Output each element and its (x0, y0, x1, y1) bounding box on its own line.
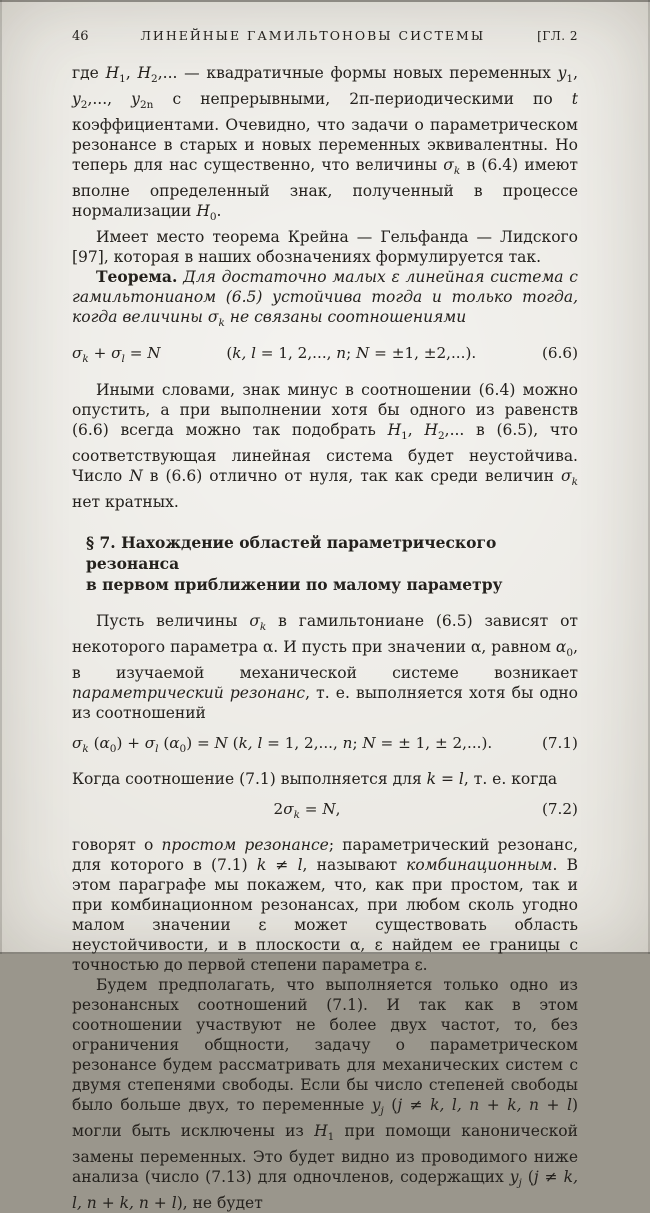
text-run: говорят о (72, 835, 162, 854)
text-run: , в изучаемой механической системе возникает (72, 637, 578, 682)
text-run: 2 (80, 99, 88, 112)
text-run: σ (561, 466, 572, 485)
text-run: N (356, 344, 370, 363)
text-run: α (169, 733, 180, 752)
text-run: k, n (119, 1194, 149, 1213)
text-run: , (335, 799, 341, 818)
equation-body (72, 733, 492, 759)
text-run: y (557, 64, 567, 82)
text-run: σ (207, 308, 219, 327)
text-run: 0 (566, 646, 574, 659)
text-run: y (72, 90, 81, 109)
text-run: y (131, 90, 140, 109)
text-run: 1 (566, 73, 574, 86)
heading-line: в первом приближении по малому параметру (86, 574, 503, 594)
text-run: Для достаточно малых ε линейная система с гамильтонианом (6.5) устойчива тогда и только тогда, когда величины (72, 268, 578, 327)
equation (72, 799, 578, 825)
text-run: ,... — квадратичные формы новых переменных (157, 64, 558, 82)
text-run: , (125, 64, 138, 82)
text-run: H (137, 64, 152, 82)
paragraph (72, 267, 578, 333)
text-run: , называют (302, 855, 407, 874)
text-run: H (424, 420, 438, 439)
text-run: l (155, 742, 159, 755)
text-run: = ±1, ±2,...). (369, 344, 477, 363)
text-run: . В этом параграфе мы покажем, что, как при простом, так и при комбинационном резонансах, при любом сколь угодно малом значении ε может существовать область неустойчивости, и в плоскости α, ε найдем ее границы с точностью до первой степени параметра ε. (72, 855, 578, 974)
text-run: ( (88, 733, 100, 752)
text-run: 2n (139, 99, 154, 112)
text-run: l (567, 1095, 572, 1114)
text-run: простом резонансе (161, 835, 329, 854)
text-run: = 1, 2,..., (262, 733, 343, 752)
text-run: y (371, 1095, 381, 1114)
equation (72, 733, 578, 759)
text-run: σ (249, 611, 260, 630)
equation-number: (7.2) (541, 799, 578, 818)
text-run: ,... в (6.5), что соответствующая линейная система будет неустойчива. Число (72, 420, 578, 485)
text-run: N (147, 344, 161, 363)
text-run: ≠ (402, 1095, 431, 1114)
text-run: j (533, 1168, 539, 1187)
paragraph (72, 611, 578, 723)
text-run: k, l, n (72, 1168, 578, 1213)
text-run: = ± 1, ± 2,...). (375, 733, 493, 752)
text-run: n (342, 733, 353, 752)
equation-number: (6.6) (541, 344, 578, 363)
text-run: ( (383, 1095, 398, 1114)
chapter-ref: [ГЛ. 2 (537, 29, 578, 43)
text-run: нет кратных. (72, 492, 179, 511)
text-run: ; (352, 733, 363, 752)
text-run: комбинационным (406, 855, 553, 874)
text-run: k, n (507, 1095, 540, 1114)
text-run: , (573, 64, 578, 82)
text-run: σ (283, 799, 294, 818)
text-run: k, l, n (430, 1095, 480, 1114)
text-run: y (509, 1168, 519, 1187)
text-run: 2 (273, 799, 284, 818)
page-number: 46 (72, 29, 89, 44)
text-run: , т. е. выполняется хотя бы одно из соотношений (72, 683, 578, 722)
text-run: ; (346, 344, 357, 363)
paragraph (72, 380, 578, 512)
equation-body (72, 343, 161, 369)
text-run: + (88, 344, 112, 363)
text-run: k, l (238, 733, 263, 752)
text-run: ,..., (87, 90, 132, 109)
text-run: ≠ (538, 1168, 564, 1187)
text-run: ), не будет (176, 1194, 263, 1213)
text-run: N (129, 466, 143, 485)
text-run: Имеет место теорема Крейна — Гельфанда — Лидского [97], которая в наших обозначениях формулируется так. (72, 228, 578, 267)
text-run: Будем предполагать, что выполняется только одно из резонансных соотношений (7.1). И так как в этом соотношении участвуют не более двух частот, то, без ограничения общности, задачу о параметрическом резонансе будем рассматривать для механических систем с двумя степенями свободы. Если бы число степеней свободы было больше двух, то переменные (72, 975, 578, 1114)
text-run: 1 (401, 429, 408, 442)
text-run: l (171, 1194, 177, 1213)
text-run: Когда соотношение (7.1) выполняется для (72, 769, 427, 788)
equation-condition (226, 343, 476, 363)
paragraph (72, 975, 578, 1213)
text-run: = 1, 2,..., (255, 344, 337, 363)
text-run: σ (144, 733, 156, 752)
text-run: не связаны соотношениями (224, 308, 467, 327)
text-run: N (322, 799, 336, 818)
text-run: l (121, 353, 125, 366)
text-run: Теорема. (96, 267, 178, 287)
text-run: H (314, 1122, 328, 1141)
text-run: l (458, 769, 464, 788)
text-run: k (82, 353, 89, 366)
heading-line: § 7. Нахождение областей параметрического резонанса (86, 532, 497, 573)
text-run: k (259, 620, 267, 633)
running-title: ЛИНЕЙНЫЕ ГАМИЛЬТОНОВЫ СИСТЕМЫ (140, 28, 486, 43)
text-run: ) + (116, 733, 145, 752)
text-run: Пусть величины (96, 611, 250, 630)
text-run: σ (72, 344, 83, 363)
text-run: H (105, 64, 120, 82)
text-run: k (218, 317, 225, 330)
text-run: j (380, 1105, 384, 1118)
equation-condition (274, 799, 341, 825)
text-run: k (293, 808, 300, 821)
text-run: 0 (179, 742, 187, 755)
text-run: 2 (437, 429, 445, 442)
text-run: σ (72, 733, 83, 752)
text-run: = (436, 769, 459, 788)
text-run: 1 (119, 73, 126, 86)
text-run: k, l (232, 344, 256, 363)
paragraph (72, 63, 578, 227)
text-run: = (124, 344, 148, 363)
text-run: коэффициентами. Очевидно, что задачи о параметрическом резонансе в старых и новых переменных эквивалентны. Но теперь для нас существенно, что величины (72, 116, 578, 175)
text-run: параметрический резонанс (72, 683, 306, 702)
text-run: в гамильтониане (6.5) зависят от некоторого параметра α. И пусть при значении α, равном (72, 611, 578, 656)
text-run: ≠ (266, 855, 298, 874)
text-run: в (6.6) отлично от нуля, так как среди величин (142, 466, 562, 485)
text-run: ( (158, 733, 170, 752)
equation (72, 343, 578, 369)
text-run: j (397, 1095, 403, 1114)
text-run: . (216, 202, 222, 221)
text-run: ; параметрический резонанс, для которого в (7.1) (72, 835, 578, 874)
text-run: k (571, 475, 578, 488)
text-run: + (479, 1095, 508, 1114)
text-run: k (426, 769, 437, 788)
text-run: где (72, 64, 106, 82)
text-run: + (148, 1194, 172, 1213)
text-run: ( (521, 1168, 534, 1187)
text-run: H (387, 420, 402, 439)
text-run: 0 (209, 211, 217, 224)
text-run: , т. е. когда (463, 769, 558, 788)
text-run: ( (226, 344, 233, 363)
text-run: α (555, 637, 567, 656)
text-run: H (196, 202, 210, 221)
text-run: 2 (151, 73, 158, 86)
text-run: с непрерывными, 2π-периодическими по (153, 90, 572, 109)
text-run: ) = (186, 733, 215, 752)
text-run: σ (443, 156, 454, 175)
paragraph (72, 227, 578, 267)
page-flow (72, 63, 578, 1213)
text-run: Иными словами, знак минус в соотношении (6.4) можно опустить, а при выполнении хотя бы одного из равенств (6.6) всегда можно так подобрать (72, 380, 578, 439)
text-run: ) могли быть исключены из (72, 1095, 579, 1141)
section-heading (86, 532, 578, 595)
text-run: = (299, 799, 323, 818)
text-run: 0 (109, 742, 117, 755)
text-run: j (518, 1177, 522, 1190)
text-run: при помощи канонической замены переменных. Это будет видно из проводимого ниже анализа (число (7.13) для одночленов, содержащих (72, 1122, 578, 1187)
text-run: k (256, 855, 267, 874)
text-run: 1 (327, 1131, 335, 1144)
text-run: N (214, 733, 228, 752)
paragraph (72, 769, 578, 789)
text-run: n (336, 344, 347, 363)
text-run: ( (227, 733, 239, 752)
page-header (72, 28, 578, 44)
text-run: + (96, 1194, 120, 1213)
text-run: σ (111, 344, 122, 363)
text-run: k (453, 165, 461, 178)
text-run: N (362, 733, 376, 752)
text-run: k (82, 742, 89, 755)
text-run: + (539, 1095, 567, 1114)
text-run: l (297, 855, 303, 874)
equation-number: (7.1) (541, 733, 578, 752)
text-run: α (99, 733, 110, 752)
text-run: t (571, 90, 578, 109)
text-run: в (6.4) имеют вполне определенный знак, полученный в процессе нормализации (72, 156, 579, 221)
text-run: , (407, 420, 425, 439)
